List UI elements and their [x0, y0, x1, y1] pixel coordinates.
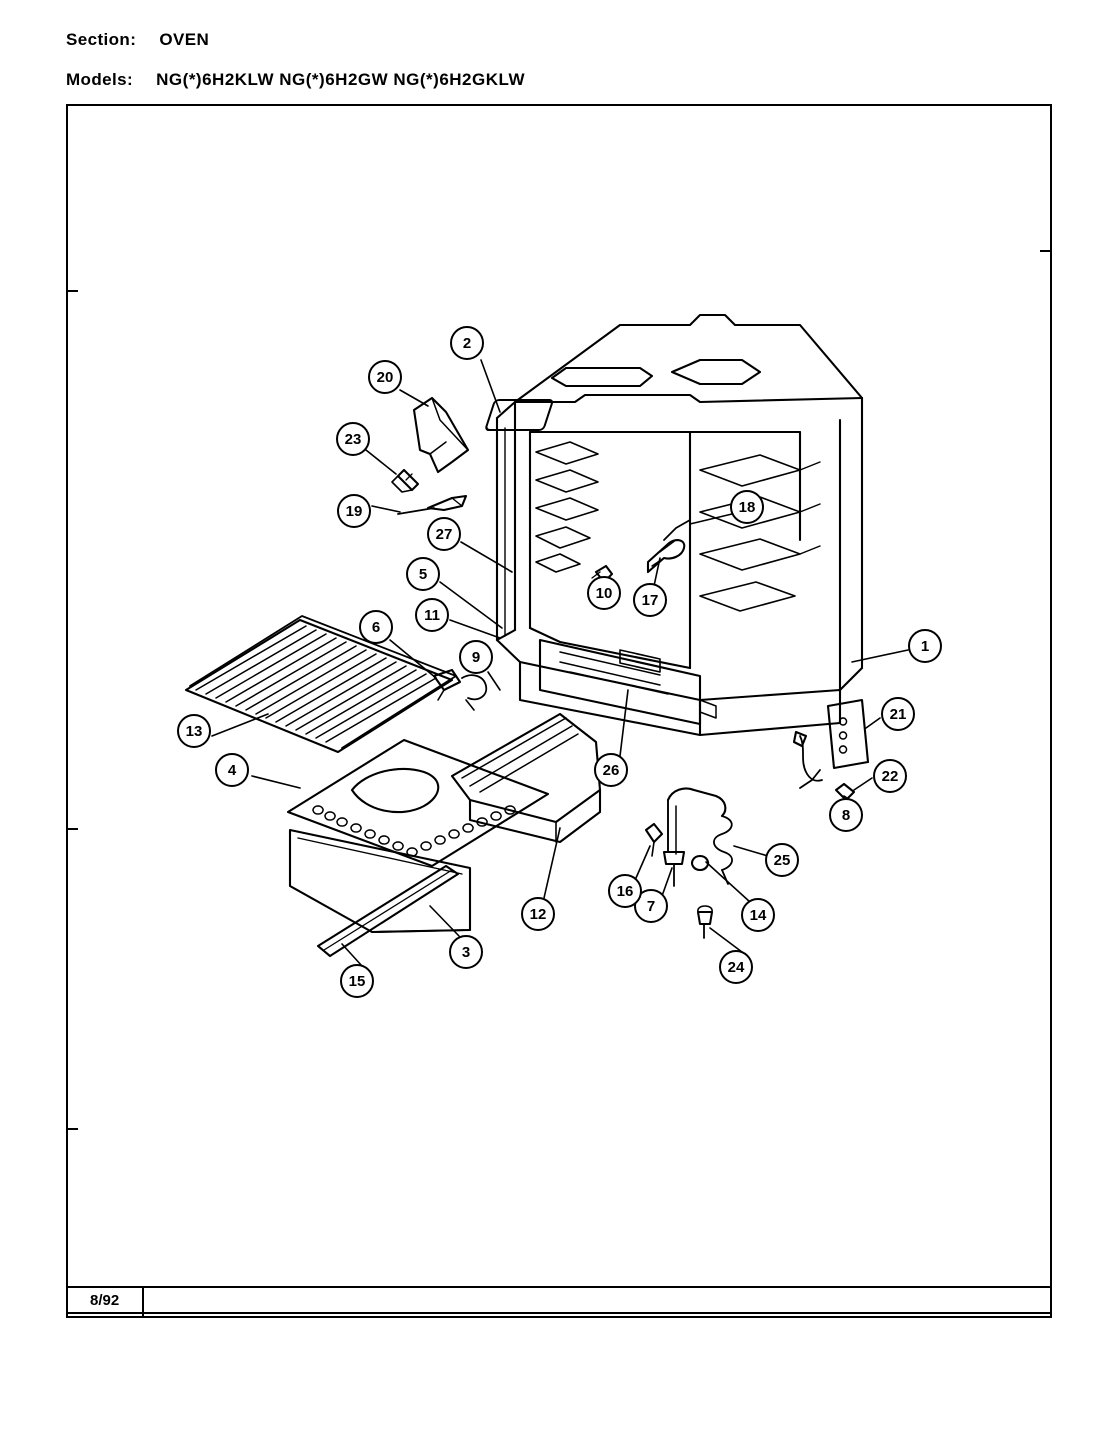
- revision-date: 8/92: [90, 1292, 120, 1309]
- callout-6[interactable]: 6: [359, 610, 393, 644]
- section-header: [66, 30, 209, 50]
- frame-tick: [66, 1128, 78, 1130]
- models-label: Models:: [66, 70, 134, 89]
- callout-25[interactable]: 25: [765, 843, 799, 877]
- callout-18[interactable]: 18: [730, 490, 764, 524]
- frame-tick: [1040, 250, 1052, 252]
- callout-8[interactable]: 8: [829, 798, 863, 832]
- callout-26[interactable]: 26: [594, 753, 628, 787]
- callout-5[interactable]: 5: [406, 557, 440, 591]
- callout-11[interactable]: 11: [415, 598, 449, 632]
- models-value: NG(*)6H2KLW NG(*)6H2GW NG(*)6H2GKLW: [156, 70, 526, 89]
- callout-3[interactable]: 3: [449, 935, 483, 969]
- callout-12[interactable]: 12: [521, 897, 555, 931]
- callout-27[interactable]: 27: [427, 517, 461, 551]
- models-header: [66, 70, 525, 90]
- callout-21[interactable]: 21: [881, 697, 915, 731]
- callout-17[interactable]: 17: [633, 583, 667, 617]
- section-label: Section:: [66, 30, 137, 49]
- callout-10[interactable]: 10: [587, 576, 621, 610]
- callout-9[interactable]: 9: [459, 640, 493, 674]
- callout-13[interactable]: 13: [177, 714, 211, 748]
- callout-15[interactable]: 15: [340, 964, 374, 998]
- revision-box: [66, 1286, 1052, 1318]
- callout-22[interactable]: 22: [873, 759, 907, 793]
- callout-20[interactable]: 20: [368, 360, 402, 394]
- frame-tick: [66, 290, 78, 292]
- callout-19[interactable]: 19: [337, 494, 371, 528]
- callout-24[interactable]: 24: [719, 950, 753, 984]
- section-value: OVEN: [159, 30, 210, 49]
- callout-7[interactable]: 7: [634, 889, 668, 923]
- callout-14[interactable]: 14: [741, 898, 775, 932]
- callout-2[interactable]: 2: [450, 326, 484, 360]
- callout-16[interactable]: 16: [608, 874, 642, 908]
- callout-23[interactable]: 23: [336, 422, 370, 456]
- callout-4[interactable]: 4: [215, 753, 249, 787]
- callout-1[interactable]: 1: [908, 629, 942, 663]
- frame-tick: [66, 828, 78, 830]
